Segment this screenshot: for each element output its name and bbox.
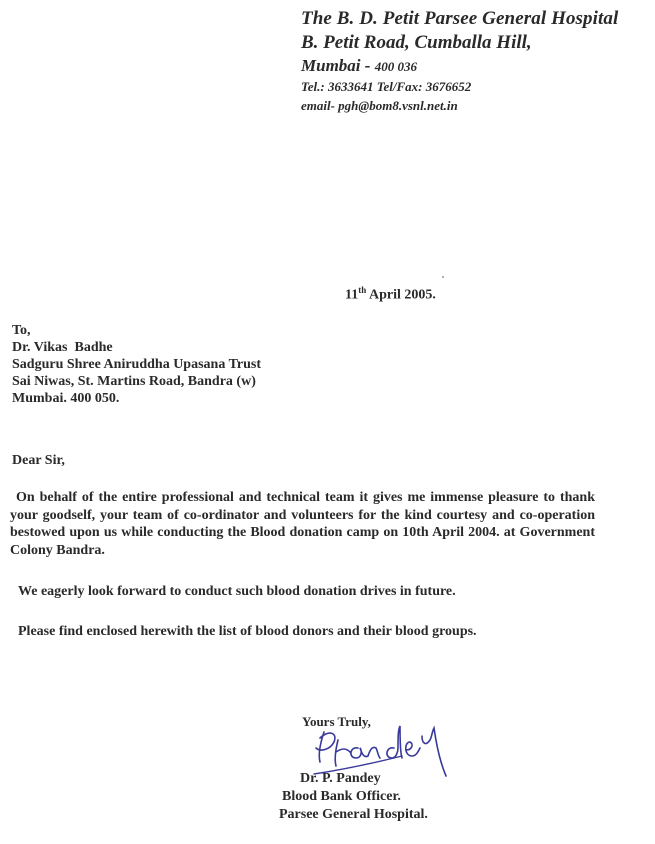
recipient-organization: Sadguru Shree Aniruddha Upasana Trust	[12, 357, 261, 372]
date-suffix: th	[358, 285, 367, 295]
closing: Yours Truly,	[302, 714, 371, 729]
date-rest: April 2005.	[366, 287, 436, 303]
city-name: Mumbai -	[301, 56, 371, 75]
letterhead	[301, 6, 618, 115]
body-paragraph-1: On behalf of the entire professional and technical team it gives me immense pleasure to thank your goodself, your team of co-ordinator and volunteers for the kind courtesy and co-operation bestowed upon us while conducting the Blood donation camp on 10th April 2004. at Government Colony Bandra.	[10, 490, 595, 558]
hospital-phone: Tel.: 3633641 Tel/Fax: 3676652	[301, 79, 472, 94]
body-paragraph-2: We eagerly look forward to conduct such blood donation drives in future.	[18, 584, 456, 599]
hospital-address: B. Petit Road, Cumballa Hill,	[301, 32, 532, 53]
signer-block	[279, 770, 428, 824]
hospital-name: The B. D. Petit Parsee General Hospital	[301, 8, 619, 29]
recipient-name: Dr. Vikas Badhe	[12, 340, 113, 355]
signer-name: Dr. P. Pandey	[300, 771, 381, 786]
signer-title: Blood Bank Officer.	[282, 789, 401, 804]
letter-date	[345, 285, 436, 304]
salutation: Dear Sir,	[12, 453, 65, 468]
body-paragraph-3: Please find enclosed herewith the list of blood donors and their blood groups.	[18, 624, 477, 639]
hospital-city	[301, 55, 618, 78]
hospital-email: email- pgh@bom8.vsnl.net.in	[301, 98, 458, 113]
recipient-street: Sai Niwas, St. Martins Road, Bandra (w)	[12, 374, 256, 389]
pincode: 400 036	[374, 59, 417, 74]
recipient-city: Mumbai. 400 050.	[12, 391, 120, 406]
signer-organization: Parsee General Hospital.	[279, 807, 428, 822]
date-day: 11	[345, 287, 359, 303]
scan-speck	[442, 276, 444, 278]
recipient-to: To,	[12, 323, 31, 338]
recipient-address	[12, 322, 261, 407]
